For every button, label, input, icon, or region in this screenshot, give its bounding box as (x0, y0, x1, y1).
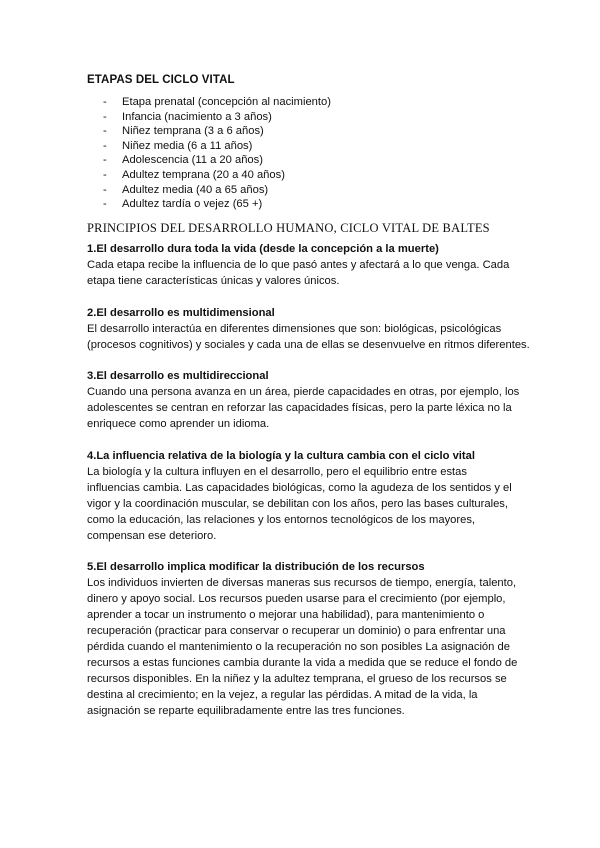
list-bullet: - (103, 168, 107, 181)
text-line: destina al crecimiento; en la vejez, a regular las pérdidas. A mitad de la vida, la (87, 689, 478, 701)
text-line: (procesos cognitivos) y sociales y cada una de ellas se desenvuelve en ritmos diferentes. (87, 338, 530, 351)
list-bullet: - (103, 198, 107, 211)
principles-title: PRINCIPIOS DEL DESARROLLO HUMANO, CICLO VITAL DE BALTES (87, 221, 490, 235)
text-line: Cada etapa recibe la influencia de lo que pasó antes y afectará a lo que venga. Cada (87, 259, 510, 271)
text-line: enriquece como aprender un idioma. (87, 418, 270, 430)
text-line: dinero y apoyo social. Los recursos pueden usarse para el crecimiento (por ejemplo, (87, 593, 506, 605)
list-item (103, 153, 331, 168)
text-line: aprender a tocar un instrumento o mejorar una habilidad), para mantenimiento o (87, 609, 485, 621)
stage-label: Etapa prenatal (concepción al nacimiento) (122, 96, 331, 108)
list-item (103, 110, 331, 125)
principle-block (87, 241, 527, 289)
text-line: recursos a estas funciones cambia durante la vida a medida que se reduce el fondo de (87, 657, 518, 669)
stage-label: Adultez temprana (20 a 40 años) (122, 168, 285, 181)
principle-body (87, 384, 527, 432)
text-line: El desarrollo interactúa en diferentes dimensiones que son: biológicas, psicológicas (87, 322, 502, 335)
text-line: adolescentes se centran en reforzar las capacidades físicas, pero la parte léxica no la (87, 402, 512, 414)
text-line: como la educación, las relaciones y los entornos tecnológicos de los mayores, (87, 513, 476, 526)
principles-section (87, 241, 530, 735)
text-line: pérdida cuando el mantenimiento o la recuperación no son posibles La asignación de (87, 641, 510, 653)
stage-label: Niñez media (6 a 11 años) (122, 139, 253, 152)
stage-label: Adultez tardía o vejez (65 +) (122, 198, 263, 211)
stage-label: Adolescencia (11 a 20 años) (122, 154, 263, 167)
text-line: recuperación (practicar para conservar o recuperar un dominio) o para enfrentar una (87, 625, 506, 637)
principle-block (87, 448, 527, 544)
principle-block (87, 559, 527, 719)
list-bullet: - (103, 183, 107, 196)
text-line: Cuando una persona avanza en un área, pierde capacidades en otras, por ejemplo, los (87, 386, 520, 398)
principle-heading: 2.El desarrollo es multidimensional (87, 306, 275, 319)
life-stages-list (103, 95, 331, 212)
list-item (103, 168, 331, 183)
principle-heading: 5.El desarrollo implica modificar la distribución de los recursos (87, 561, 425, 573)
stage-label: Adultez media (40 a 65 años) (122, 183, 269, 196)
principle-body (87, 257, 527, 289)
text-line: vigor y la coordinación muscular, se debilitan con los años, pero las bases culturales, (87, 497, 508, 510)
principle-body (87, 575, 527, 719)
list-bullet: - (103, 96, 107, 108)
principle-heading: 4.La influencia relativa de la biología y la cultura cambia con el ciclo vital (87, 449, 475, 462)
principle-heading: 1.El desarrollo dura toda la vida (desde la concepción a la muerte) (87, 243, 439, 255)
list-item (103, 95, 331, 110)
text-line: asignación se reparte equilibradamente entre las tres funciones. (87, 705, 405, 717)
stage-label: Niñez temprana (3 a 6 años) (122, 125, 264, 138)
page-title: ETAPAS DEL CICLO VITAL (87, 74, 235, 86)
text-line: La biología y la cultura influyen en el desarrollo, pero el equilibrio entre estas (87, 465, 467, 478)
list-item (103, 124, 331, 139)
text-line: etapa tiene características únicas y valores únicos. (87, 275, 340, 287)
list-bullet: - (103, 154, 107, 167)
list-bullet: - (103, 125, 107, 138)
list-item (103, 197, 331, 212)
list-bullet: - (103, 139, 107, 152)
text-line: influencias cambia. Las capacidades biológicas, como la agudeza de los sentidos y el (87, 481, 512, 494)
principle-heading: 3.El desarrollo es multidireccional (87, 370, 269, 382)
stage-label: Infancia (nacimiento a 3 años) (122, 110, 272, 123)
list-item (103, 139, 331, 154)
text-line: Los individuos invierten de diversas maneras sus recursos de tiempo, energía, talento, (87, 577, 517, 589)
list-item (103, 183, 331, 198)
principle-block (87, 368, 527, 432)
principle-body (87, 321, 530, 353)
principle-block (87, 305, 530, 353)
principle-body (87, 464, 527, 544)
text-line: recursos disponibles. En la niñez y la adultez temprana, el grueso de los recursos se (87, 673, 507, 685)
list-bullet: - (103, 110, 107, 123)
text-line: compensan ese deterioro. (87, 529, 217, 542)
